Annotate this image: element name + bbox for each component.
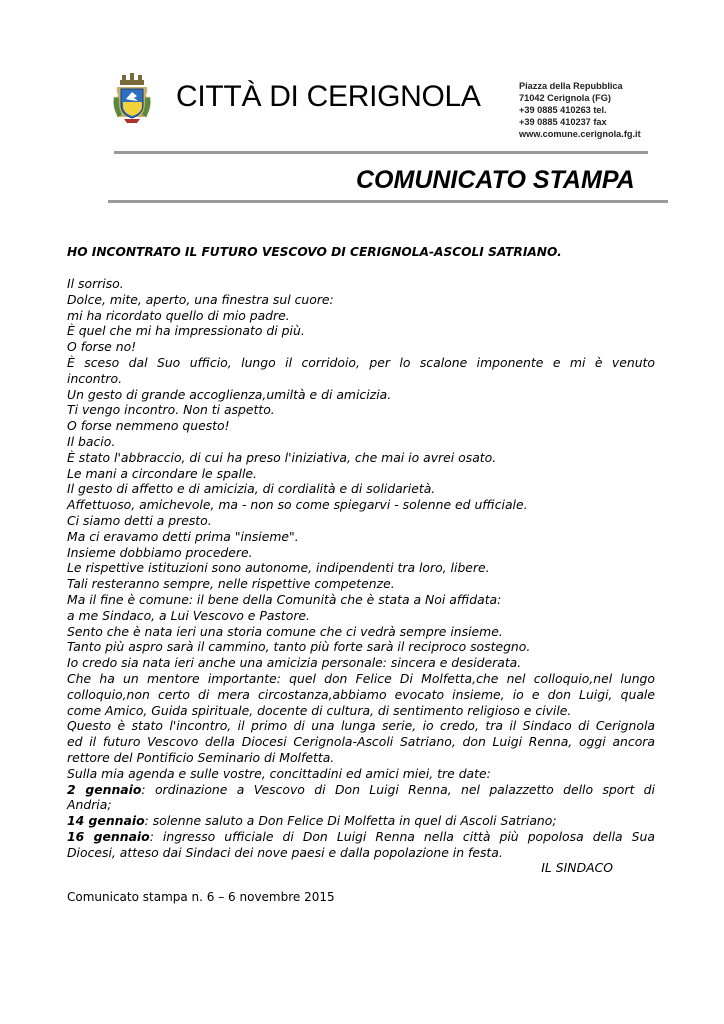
body-line: Le rispettive istituzioni sono autonome, indipendenti tra loro, libere. xyxy=(67,560,490,576)
body-line: Ma ci eravamo detti prima "insieme". xyxy=(67,528,299,544)
body-line: a me Sindaco, a Lui Vescovo e Pastore. xyxy=(67,607,310,623)
body-line: Sento che è nata ieri una storia comune che ci vedrà sempre insieme. xyxy=(67,623,503,639)
phone-number: +39 0885 410263 tel. xyxy=(519,105,607,115)
date-description: : ingresso ufficiale di Don Luigi Renna nella città più popolosa della Sua xyxy=(149,828,655,844)
address-line-2: 71042 Cerignola (FG) xyxy=(519,93,611,103)
body-line: mi ha ricordato quello di mio padre. xyxy=(67,307,290,323)
date-entry-line: Andria; xyxy=(67,797,112,813)
header-divider xyxy=(114,151,648,154)
title-divider xyxy=(108,200,668,203)
date-label: 16 gennaio xyxy=(67,828,150,844)
date-description: : solenne saluto a Don Felice Di Molfetta in quel di Ascoli Satriano; xyxy=(144,813,557,829)
date-entry-line xyxy=(67,782,655,798)
document-title: COMUNICATO STAMPA xyxy=(356,166,635,194)
coat-of-arms-icon xyxy=(112,73,152,125)
date-label: 14 gennaio xyxy=(67,813,145,829)
footer: Comunicato stampa n. 6 – 6 novembre 2015 xyxy=(67,890,335,904)
body-line: Io credo sia nata ieri anche una amicizia personale: sincera e desiderata. xyxy=(67,655,522,671)
body-line: O forse no! xyxy=(67,339,137,355)
body-line: Sulla mia agenda e sulle vostre, concittadini ed amici miei, tre date: xyxy=(67,765,491,781)
body-line: come Amico, Guida spirituale, docente di cultura, di sentimento religioso e civile. xyxy=(67,702,572,718)
fax-number: +39 0885 410237 fax xyxy=(519,117,607,127)
body-line: Questo è stato l'incontro, il primo di una lunga serie, io credo, tra il Sindaco di Cerignola xyxy=(67,718,655,734)
body-line: È quel che mi ha impressionato di più. xyxy=(67,323,305,339)
body-line: Insieme dobbiamo procedere. xyxy=(67,544,253,560)
body-line: O forse nemmeno questo! xyxy=(67,418,230,434)
date-label: 2 gennaio xyxy=(67,781,142,797)
body-line: Ma il fine è comune: il bene della Comunità che è stata a Noi affidata: xyxy=(67,591,502,607)
contact-info xyxy=(519,80,641,140)
body-line: Tanto più aspro sarà il cammino, tanto più forte sarà il reciproco sostegno. xyxy=(67,639,531,655)
body-line: Un gesto di grande accoglienza,umiltà e di amicizia. xyxy=(67,386,392,402)
body-line: Affettuoso, amichevole, ma - non so come spiegarvi - solenne ed ufficiale. xyxy=(67,497,528,513)
headline: HO INCONTRATO IL FUTURO VESCOVO DI CERIGNOLA-ASCOLI SATRIANO. xyxy=(67,245,562,259)
body-line: colloquio,non certo di mera circostanza,abbiamo evocato insieme, io e don Luigi, quale xyxy=(67,686,655,702)
city-title: CITTÀ DI CERIGNOLA xyxy=(176,80,481,113)
body-line: Tali resteranno sempre, nelle rispettive competenze. xyxy=(67,576,395,592)
website: www.comune.cerignola.fg.it xyxy=(519,129,641,139)
body-text xyxy=(67,276,655,876)
body-line: Le mani a circondare le spalle. xyxy=(67,465,257,481)
date-entry-line: Diocesi, atteso dai Sindaci dei nove paesi e dalla popolazione in festa. xyxy=(67,844,503,860)
body-line: Ti vengo incontro. Non ti aspetto. xyxy=(67,402,275,418)
body-line: Che ha un mentore importante: quel don Felice Di Molfetta,che nel colloquio,nel lungo xyxy=(67,670,655,686)
body-line: Dolce, mite, aperto, una finestra sul cuore: xyxy=(67,291,334,307)
body-line: Il sorriso. xyxy=(67,276,124,291)
body-line: incontro. xyxy=(67,370,123,386)
body-line: rettore del Pontificio Seminario di Molfetta. xyxy=(67,749,335,765)
date-entry-line xyxy=(67,813,655,829)
body-line: Ci siamo detti a presto. xyxy=(67,512,212,528)
date-description: : ordinazione a Vescovo di Don Luigi Renna, nel palazzetto dello sport di xyxy=(141,781,655,797)
date-entry-line xyxy=(67,829,655,845)
body-line: Il bacio. xyxy=(67,433,116,449)
signature: IL SINDACO xyxy=(541,860,613,876)
address-line-1: Piazza della Repubblica xyxy=(519,81,623,91)
body-line: ed il futuro Vescovo della Diocesi Cerignola-Ascoli Satriano, don Luigi Renna, oggi ancora xyxy=(67,734,655,750)
body-line: Il gesto di affetto e di amicizia, di cordialità e di solidarietà. xyxy=(67,481,436,497)
body-line: È sceso dal Suo ufficio, lungo il corridoio, per lo scalone imponente e mi è venuto xyxy=(67,354,655,370)
body-line: È stato l'abbraccio, di cui ha preso l'iniziativa, che mai io avrei osato. xyxy=(67,449,497,465)
